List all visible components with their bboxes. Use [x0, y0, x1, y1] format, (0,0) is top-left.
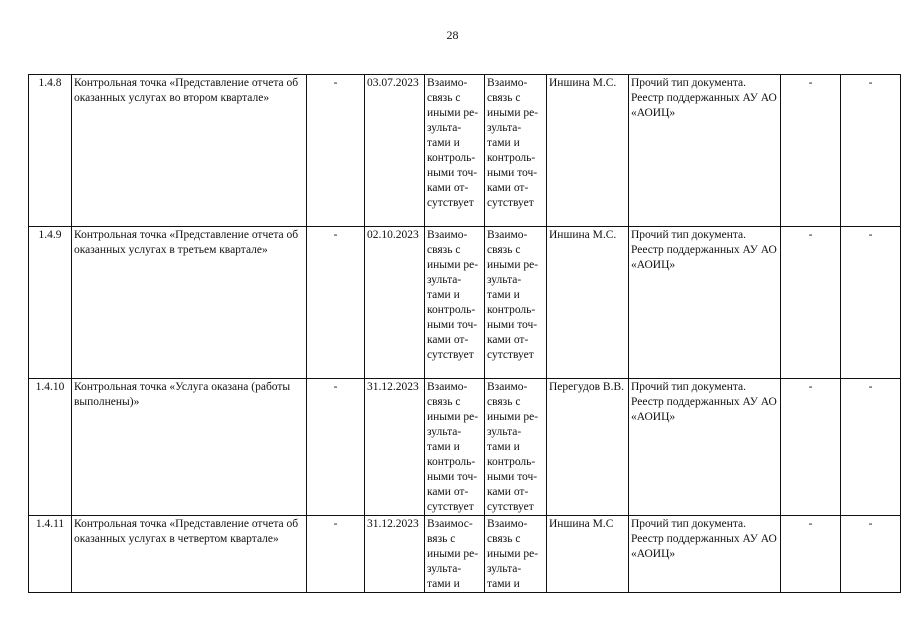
relation-line: ными точ-	[487, 471, 538, 483]
relation-next	[485, 75, 547, 227]
relation-line: связь с	[427, 244, 461, 256]
relation-line: сутствует	[427, 501, 474, 513]
relation-line: тами и	[487, 289, 520, 301]
control-point-title: Контрольная точка «Услуга оказана (работы выполнены)»	[72, 379, 307, 516]
control-point-date: 31.12.2023	[365, 516, 425, 593]
relation-line: иными ре-	[427, 107, 479, 119]
relation-line: ными точ-	[427, 471, 478, 483]
relation-line: иными ре-	[487, 411, 539, 423]
control-point-date: 02.10.2023	[365, 227, 425, 379]
relation-line: сутствует	[427, 349, 474, 361]
relation-next	[485, 516, 547, 593]
relation-line: тами и	[427, 289, 460, 301]
dash-cell: -	[307, 227, 365, 379]
row-number: 1.4.11	[29, 516, 72, 593]
table-row	[29, 379, 901, 516]
dash-cell: -	[307, 379, 365, 516]
dash-cell: -	[841, 227, 901, 379]
relation-line: иными ре-	[487, 107, 539, 119]
relation-line: тами и	[487, 137, 520, 149]
relation-line: ными точ-	[427, 167, 478, 179]
dash-cell: -	[841, 75, 901, 227]
relation-line: контроль-	[487, 304, 536, 316]
responsible-person: Иншина М.С.	[547, 227, 629, 379]
relation-line: связь с	[487, 533, 521, 545]
responsible-person: Перегудов В.В.	[547, 379, 629, 516]
relation-line: контроль-	[487, 456, 536, 468]
control-point-date: 31.12.2023	[365, 379, 425, 516]
relation-line: зульта-	[487, 274, 522, 286]
dash-cell: -	[307, 516, 365, 593]
table-row	[29, 516, 901, 593]
relation-line: зульта-	[487, 426, 522, 438]
relation-line: ками от-	[427, 182, 469, 194]
page-number: 28	[446, 28, 459, 42]
relation-line: зульта-	[487, 563, 522, 575]
relation-line: тами и	[487, 441, 520, 453]
relation-line: Взаимо-	[427, 77, 468, 89]
relation-line: зульта-	[427, 122, 462, 134]
document-type: Прочий тип документа. Реестр поддержанных АУ АО «АОИЦ»	[629, 379, 781, 516]
relation-line: иными ре-	[427, 548, 479, 560]
relation-line: Взаимо-	[487, 518, 528, 530]
relation-line: Взаимо-	[487, 77, 528, 89]
relation-line: связь с	[487, 92, 521, 104]
relation-previous	[425, 227, 485, 379]
relation-line: иными ре-	[487, 259, 539, 271]
relation-line: связь с	[427, 92, 461, 104]
control-point-title: Контрольная точка «Представление отчета об оказанных услугах во втором квартале»	[72, 75, 307, 227]
relation-line: связь с	[427, 396, 461, 408]
relation-line: сутствует	[487, 197, 534, 209]
relation-line: Взаимо-	[487, 229, 528, 241]
relation-line: вязь с	[427, 533, 456, 545]
control-point-title: Контрольная точка «Представление отчета об оказанных услугах в четвертом квартале»	[72, 516, 307, 593]
dash-cell: -	[841, 379, 901, 516]
row-number: 1.4.10	[29, 379, 72, 516]
relation-line: Взаимо-	[487, 381, 528, 393]
relation-line: сутствует	[427, 197, 474, 209]
document-type: Прочий тип документа. Реестр поддержанных АУ АО «АОИЦ»	[629, 227, 781, 379]
relation-line: ными точ-	[487, 319, 538, 331]
dash-cell: -	[307, 75, 365, 227]
document-type: Прочий тип документа. Реестр поддержанных АУ АО «АОИЦ»	[629, 75, 781, 227]
document-type: Прочий тип документа. Реестр поддержанных АУ АО «АОИЦ»	[629, 516, 781, 593]
relation-line: ками от-	[487, 334, 529, 346]
relation-line: тами и	[427, 137, 460, 149]
relation-line: ными точ-	[427, 319, 478, 331]
dash-cell: -	[841, 516, 901, 593]
relation-line: связь с	[487, 244, 521, 256]
relation-line: сутствует	[487, 349, 534, 361]
relation-line: связь с	[487, 396, 521, 408]
control-point-date: 03.07.2023	[365, 75, 425, 227]
responsible-person: Иншина М.С	[547, 516, 629, 593]
relation-line: тами и	[427, 578, 460, 590]
relation-line: иными ре-	[427, 411, 479, 423]
control-points-table	[28, 74, 901, 593]
relation-next	[485, 379, 547, 516]
relation-line: зульта-	[427, 426, 462, 438]
control-point-title: Контрольная точка «Представление отчета об оказанных услугах в третьем квартале»	[72, 227, 307, 379]
relation-line: иными ре-	[487, 548, 539, 560]
table-row	[29, 227, 901, 379]
relation-previous	[425, 516, 485, 593]
relation-line: Взаимос-	[427, 518, 473, 530]
relation-line: ными точ-	[487, 167, 538, 179]
relation-line: контроль-	[427, 456, 476, 468]
relation-previous	[425, 379, 485, 516]
table-row	[29, 75, 901, 227]
row-number: 1.4.9	[29, 227, 72, 379]
relation-line: ками от-	[427, 334, 469, 346]
relation-line: зульта-	[487, 122, 522, 134]
relation-line: тами и	[427, 441, 460, 453]
relation-line: контроль-	[427, 152, 476, 164]
dash-cell: -	[781, 516, 841, 593]
row-number: 1.4.8	[29, 75, 72, 227]
relation-line: иными ре-	[427, 259, 479, 271]
responsible-person: Иншина М.С.	[547, 75, 629, 227]
relation-line: ками от-	[427, 486, 469, 498]
relation-line: тами и	[487, 578, 520, 590]
relation-line: Взаимо-	[427, 381, 468, 393]
relation-line: ками от-	[487, 182, 529, 194]
relation-next	[485, 227, 547, 379]
relation-line: сутствует	[487, 501, 534, 513]
dash-cell: -	[781, 227, 841, 379]
relation-line: зульта-	[427, 563, 462, 575]
relation-line: Взаимо-	[427, 229, 468, 241]
dash-cell: -	[781, 379, 841, 516]
dash-cell: -	[781, 75, 841, 227]
relation-previous	[425, 75, 485, 227]
relation-line: ками от-	[487, 486, 529, 498]
relation-line: контроль-	[427, 304, 476, 316]
relation-line: зульта-	[427, 274, 462, 286]
relation-line: контроль-	[487, 152, 536, 164]
